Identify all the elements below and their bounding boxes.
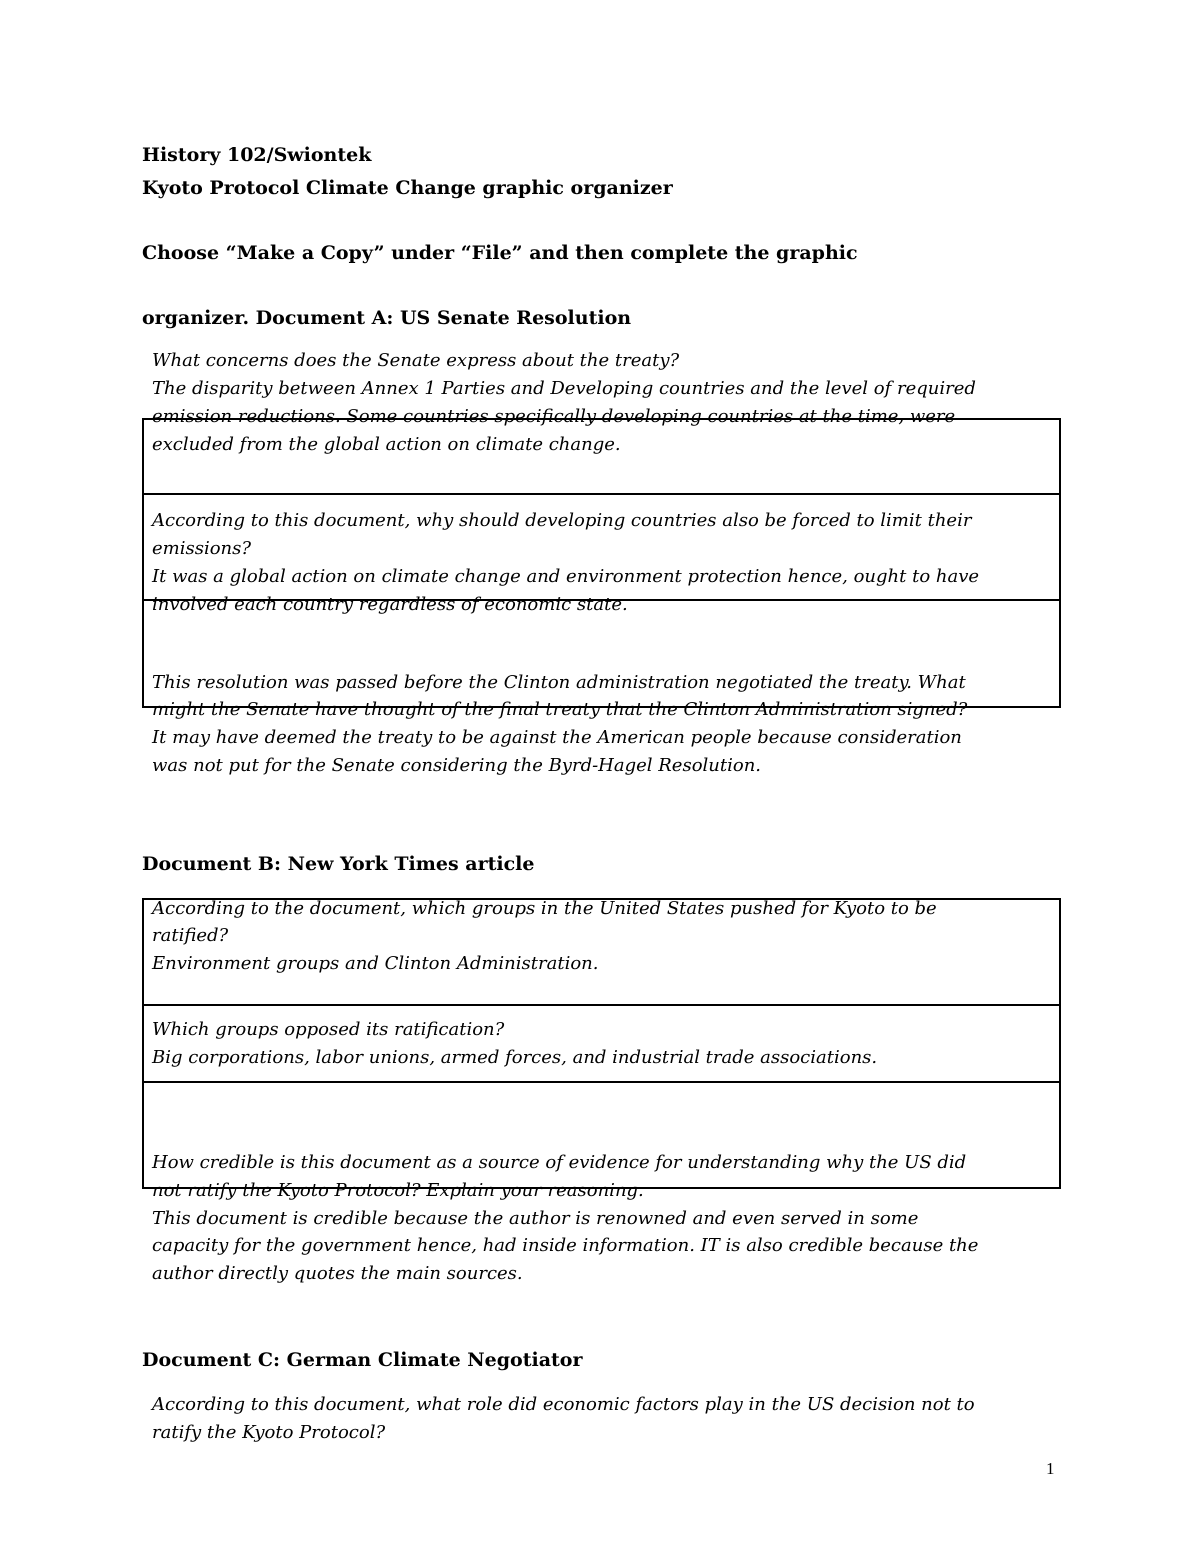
page-number: 1 — [1046, 1459, 1055, 1478]
doc-a-question-3-line: might the Senate have thought of the final treaty that the Clinton Administration signed? — [152, 699, 968, 720]
doc-a-answer-1-line: The disparity between Annex 1 Parties and Developing countries and the level of required — [152, 378, 976, 399]
instruction-line-1: Choose “Make a Copy” under “File” and then complete the graphic — [142, 242, 858, 264]
doc-a-question-1: What concerns does the Senate express about the treaty? — [152, 350, 680, 371]
doc-a-answer-2-line: involved each country regardless of economic state. — [152, 594, 628, 615]
page-title: Kyoto Protocol Climate Change graphic organizer — [142, 177, 673, 199]
doc-a-answer-1-line: excluded from the global action on climate change. — [152, 434, 621, 455]
doc-b-question-3-line: How credible is this document as a source of evidence for understanding why the US did — [152, 1152, 967, 1173]
doc-a-answer-3-line: It may have deemed the treaty to be against the American people because consideration — [152, 727, 962, 748]
doc-b-answer-3-line: This document is credible because the author is renowned and even served in some — [152, 1208, 919, 1229]
table-row-divider — [142, 1004, 1061, 1006]
document-c-heading: Document C: German Climate Negotiator — [142, 1349, 583, 1371]
doc-a-question-2-line: emissions? — [152, 538, 252, 559]
doc-a-question-2-line: According to this document, why should developing countries also be forced to limit their — [152, 510, 972, 531]
doc-c-question-1-line: According to this document, what role did economic factors play in the US decision not to — [152, 1394, 975, 1415]
doc-b-answer-2: Big corporations, labor unions, armed forces, and industrial trade associations. — [152, 1047, 878, 1068]
doc-a-answer-1-line: emission reductions. Some countries specifically developing countries at the time, were — [152, 406, 956, 427]
document-b-table — [142, 898, 1061, 1189]
doc-b-question-1-line: ratified? — [152, 925, 229, 946]
table-row-divider — [142, 493, 1061, 495]
instruction-line-2: organizer. Document A: US Senate Resolution — [142, 307, 632, 329]
course-title: History 102/Swiontek — [142, 144, 372, 166]
doc-b-answer-3-line: capacity for the government hence, had inside information. IT is also credible because the — [152, 1235, 979, 1256]
document-a-table — [142, 418, 1061, 708]
doc-c-question-1-line: ratify the Kyoto Protocol? — [152, 1422, 386, 1443]
doc-b-question-3-line: not ratify the Kyoto Protocol? Explain your reasoning. — [152, 1180, 644, 1201]
doc-b-answer-1: Environment groups and Clinton Administration. — [152, 953, 599, 974]
doc-a-question-3-line: This resolution was passed before the Clinton administration negotiated the treaty. What — [152, 672, 966, 693]
document-b-heading: Document B: New York Times article — [142, 853, 535, 875]
doc-b-answer-3-line: author directly quotes the main sources. — [152, 1263, 523, 1284]
doc-b-question-1-line: According to the document, which groups in the United States pushed for Kyoto to be — [152, 898, 937, 919]
table-row-divider — [142, 1081, 1061, 1083]
doc-b-question-2: Which groups opposed its ratification? — [152, 1019, 505, 1040]
doc-a-answer-3-line: was not put for the Senate considering the Byrd-Hagel Resolution. — [152, 755, 762, 776]
doc-a-answer-2-line: It was a global action on climate change and environment protection hence, ought to have — [152, 566, 980, 587]
